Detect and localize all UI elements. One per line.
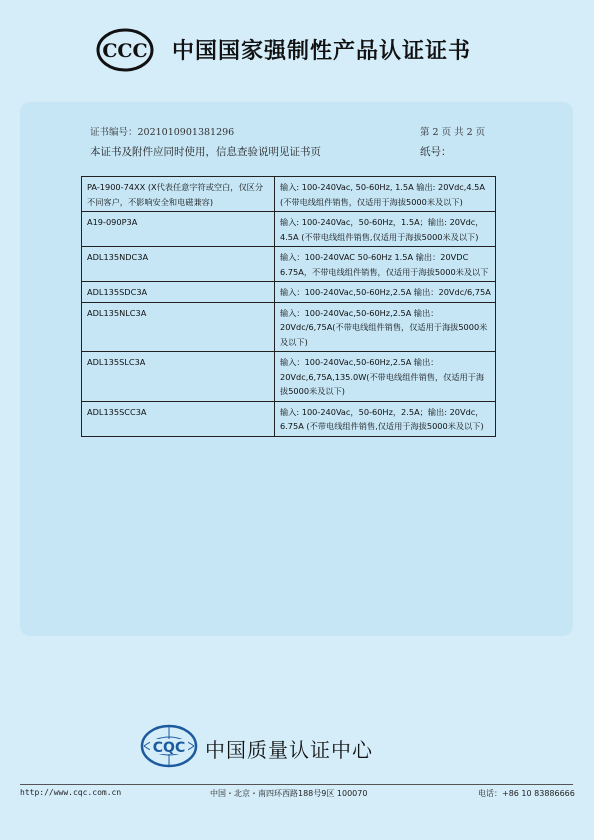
model-cell: ADL135NDC3A [82,247,275,282]
models-table [81,176,496,437]
spec-cell: 输入: 100-240Vac，50-60Hz，1.5A；输出: 20Vdc，4.5A (不带电线组件销售,仅适用于海拔5000米及以下) [275,212,496,247]
certificate-title: 中国国家强制性产品认证证书 [172,39,472,64]
spec-cell: 输入：100-240VAC 50-60Hz 1.5A 输出：20VDC 6.75A，不带电线组件销售，仅适用于海拔5000米及以下 [275,247,496,282]
model-cell: ADL135SLC3A [82,352,275,402]
spec-cell: 输入：100-240Vac,50-60Hz,2.5A 输出：20Vdc/6,75A [275,282,496,303]
paper-number-label: 纸号： [420,146,452,158]
footer-phone: 电话：+86 10 83886666 [478,789,575,798]
spec-cell: 输入：100-240Vac,50-60Hz,2.5A 输出：20Vdc,6,75A,135.0W(不带电线组件销售，仅适用于海拔5000米及以下) [275,352,496,402]
spec-cell: 输入: 100-240Vac，50-60Hz，2.5A；输出: 20Vdc，6.75A (不带电线组件销售,仅适用于海拔5000米及以下) [275,402,496,437]
model-cell: PA-1900-74XX (X代表任意字符或空白，仅区分不同客户，不影响安全和电磁兼容) [82,177,275,212]
model-cell: ADL135SDC3A [82,282,275,303]
model-cell: ADL135SCC3A [82,402,275,437]
cqc-logo [140,724,198,768]
footer-address: 中国・北京・南四环西路188号9区 100070 [210,789,368,798]
spec-cell: 输入：100-240Vac,50-60Hz,2.5A 输出：20Vdc/6,75A(不带电线组件销售，仅适用于海拔5000米及以下) [275,303,496,353]
page-number: 第 2 页 共 2 页 [420,127,486,138]
footer-url[interactable]: http://www.cqc.com.cn [20,788,122,797]
model-cell: ADL135NLC3A [82,303,275,353]
spec-cell: 输入: 100-240Vac, 50-60Hz, 1.5A 输出: 20Vdc,4.5A (不带电线组件销售，仅适用于海拔5000米及以下) [275,177,496,212]
model-cell: A19-090P3A [82,212,275,247]
usage-notice: 本证书及附件应同时使用，信息查验说明见证书页 [90,146,321,158]
footer-divider [20,784,573,785]
certificate-number: 证书编号：2021010901381296 [90,127,235,138]
ccc-logo [96,28,154,72]
svg-text:CCC: CCC [102,40,148,62]
cqc-title: 中国质量认证中心 [205,738,373,762]
svg-text:CQC: CQC [152,740,186,756]
